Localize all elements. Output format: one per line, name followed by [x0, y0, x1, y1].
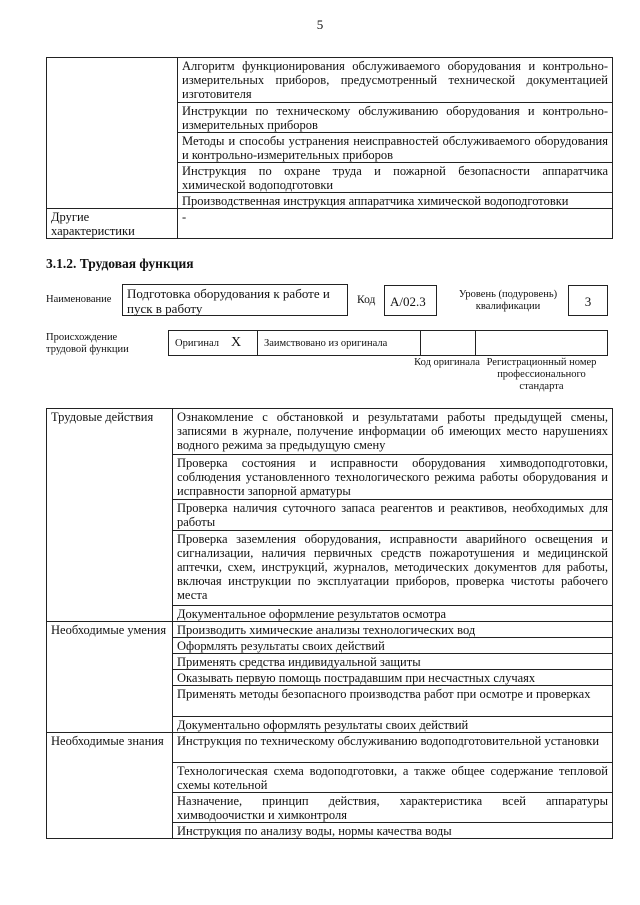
group-label-actions: Трудовые действия	[47, 409, 173, 622]
table-row	[47, 409, 613, 455]
group-label-knowledge: Необходимые знания	[47, 733, 173, 839]
table-cell: Применять средства индивидуальной защиты	[173, 654, 613, 670]
page-number: 5	[316, 17, 324, 32]
labor-function-table	[46, 408, 613, 839]
original-box	[168, 330, 258, 356]
origin-reg-caption: Регистрационный номер профессионального стандарта	[486, 357, 597, 392]
table-cell: Оказывать первую помощь пострадавшим при несчастных случаях	[173, 670, 613, 686]
table-cell: Документальное оформление результатов осмотра	[173, 606, 613, 622]
level-value: 3	[584, 294, 592, 309]
origin-label: Происхождение трудовой функции	[46, 332, 129, 355]
table-cell: -	[178, 209, 613, 239]
group-label-skills: Необходимые умения	[47, 622, 173, 733]
table-cell: Алгоритм функционирования обслуживаемого оборудования и контрольно-измерительных приборов, предусмотренный технической документацией изготовителя	[178, 58, 613, 103]
origin-code-box	[420, 330, 476, 356]
section-heading: 3.1.2. Трудовая функция	[46, 256, 194, 271]
row-label-other: Другие характеристики	[47, 209, 178, 239]
borrowed-label: Заимствовано из оригинала	[264, 338, 388, 349]
table-cell: Документально оформлять результаты своих действий	[173, 717, 613, 733]
table-cell: Оформлять результаты своих действий	[173, 638, 613, 654]
code-label: Код	[357, 294, 376, 306]
table-cell: Применять методы безопасного производства работ при осмотре и проверках	[173, 686, 613, 717]
table-row	[47, 58, 613, 103]
knowledge-table-continued	[46, 57, 613, 239]
table-row	[47, 622, 613, 638]
table-cell: Проверка заземления оборудования, исправности аварийного освещения и сигнализации, наличия первичных средств пожаротушения и медицинской аптечки, схем, инструкций, журналов, методических документов для работы, включая инструкции по эксплуатации приборов, проверка чистоты рабочего места	[173, 531, 613, 606]
table-cell: Инструкция по охране труда и пожарной безопасности аппаратчика химической водоподготовки	[178, 163, 613, 193]
code-value: А/02.3	[390, 294, 426, 309]
level-label: Уровень (подуровень) квалификации	[458, 289, 558, 312]
table-row	[47, 209, 613, 239]
table-cell: Проверка наличия суточного запаса реагентов и реактивов, необходимых для работы	[173, 500, 613, 531]
function-name-box	[122, 284, 348, 316]
row-label	[47, 58, 178, 209]
table-cell: Производить химические анализы технологических вод	[173, 622, 613, 638]
level-box	[568, 285, 608, 316]
code-box	[384, 285, 437, 316]
table-row	[47, 733, 613, 763]
original-mark: X	[231, 335, 242, 350]
table-cell: Назначение, принцип действия, характеристика всей аппаратуры химводоочистки и химконтроля	[173, 793, 613, 823]
table-cell: Ознакомление с обстановкой и результатами работы предыдущей смены, записями в журнале, получение информации об имеющих место нарушениях водного режима за предыдущую смену	[173, 409, 613, 455]
table-cell: Производственная инструкция аппаратчика химической водоподготовки	[178, 193, 613, 209]
borrowed-box	[257, 330, 421, 356]
origin-code-caption: Код оригинала	[414, 357, 480, 368]
table-cell: Проверка состояния и исправности оборудования химводоподготовки, соблюдения установленного технологического режима работы оборудования и исправности запорной арматуры	[173, 455, 613, 500]
table-cell: Методы и способы устранения неисправностей обслуживаемого оборудования и контрольно-измерительных приборов	[178, 133, 613, 163]
origin-reg-box	[475, 330, 608, 356]
table-cell: Инструкции по техническому обслуживанию оборудования и контрольно-измерительных приборов	[178, 103, 613, 133]
function-name: Подготовка оборудования к работе и пуск в работу	[127, 286, 330, 316]
table-cell: Инструкция по техническому обслуживанию водоподготовительной установки	[173, 733, 613, 763]
table-cell: Технологическая схема водоподготовки, а также общее содержание тепловой схемы котельной	[173, 763, 613, 793]
original-label: Оригинал	[175, 338, 219, 349]
name-label: Наименование	[46, 294, 112, 305]
table-cell: Инструкция по анализу воды, нормы качества воды	[173, 823, 613, 839]
